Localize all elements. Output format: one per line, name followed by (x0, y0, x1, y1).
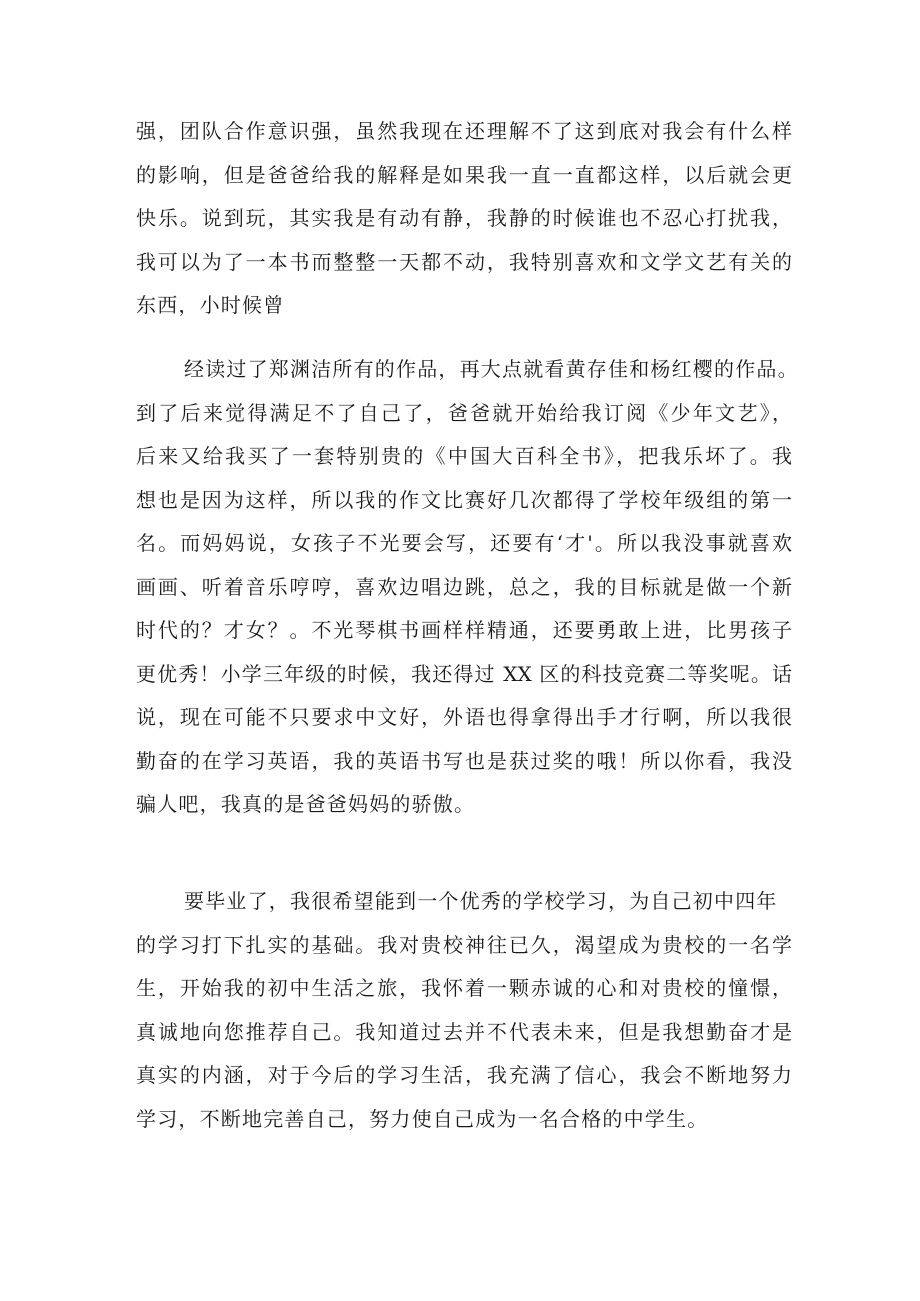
paragraph-3 (136, 880, 792, 1141)
text-line: 真诚地向您推荐自己。我知道过去并不代表未来，但是我想勤奋才是 (136, 1019, 792, 1044)
text-line: 经读过了郑渊洁所有的作品，再大点就看黄存佳和杨红樱的作品。 (184, 357, 799, 381)
paragraph-2 (136, 348, 799, 827)
text-line: 骗人吧，我真的是爸爸妈妈的骄傲。 (136, 792, 476, 816)
text-line: 东西，小时候曾 (136, 293, 285, 317)
text-line: 勤奋的在学习英语，我的英语书写也是获过奖的哦！所以你看，我没 (136, 748, 792, 773)
text-line: 更优秀！小学三年级的时候，我还得过 XX 区的科技竞赛二等奖呢。话 (136, 661, 792, 686)
text-line: 说，现在可能不只要求中文好，外语也得拿得出手才行啊，所以我很 (136, 705, 792, 729)
text-line: 画画、听着音乐哼哼，喜欢边唱边跳，总之，我的目标就是做一个新 (136, 574, 792, 599)
text-line: 的学习打下扎实的基础。我对贵校神往已久，渴望成为贵校的一名学 (136, 932, 792, 957)
text-line: 的影响，但是爸爸给我的解释是如果我一直一直都这样，以后就会更 (136, 162, 792, 187)
text-line: 强，团队合作意识强，虽然我现在还理解不了这到底对我会有什么样 (136, 119, 792, 143)
text-line: 想也是因为这样，所以我的作文比赛好几次都得了学校年级组的第一 (136, 487, 792, 512)
text-line: 生，开始我的初中生活之旅，我怀着一颗赤诚的心和对贵校的憧憬， (136, 976, 792, 1000)
text-line: 名。而妈妈说，女孩子不光要会写，还要有‘才'。所以我没事就喜欢 (136, 531, 792, 555)
text-line: 时代的？才女？。不光琴棋书画样样精通，还要勇敢上进，比男孩子 (136, 618, 792, 642)
paragraph-1 (136, 110, 792, 328)
text-line: 学习，不断地完善自己，努力使自己成为一名合格的中学生。 (136, 1106, 709, 1131)
text-line: 后来又给我买了一套特别贵的《中国大百科全书》，把我乐坏了。我 (136, 444, 792, 468)
text-line: 真实的内涵，对于今后的学习生活，我充满了信心，我会不断地努力 (136, 1063, 792, 1087)
text-line: 我可以为了一本书而整整一天都不动，我特别喜欢和文学文艺有关的 (136, 249, 792, 274)
text-line: 快乐。说到玩，其实我是有动有静，我静的时候谁也不忍心打扰我， (136, 206, 792, 230)
text-line: 到了后来觉得满足不了自己了，爸爸就开始给我订阅《少年文艺》， (136, 400, 792, 425)
text-line: 要毕业了，我很希望能到一个优秀的学校学习，为自己初中四年 (184, 889, 778, 913)
